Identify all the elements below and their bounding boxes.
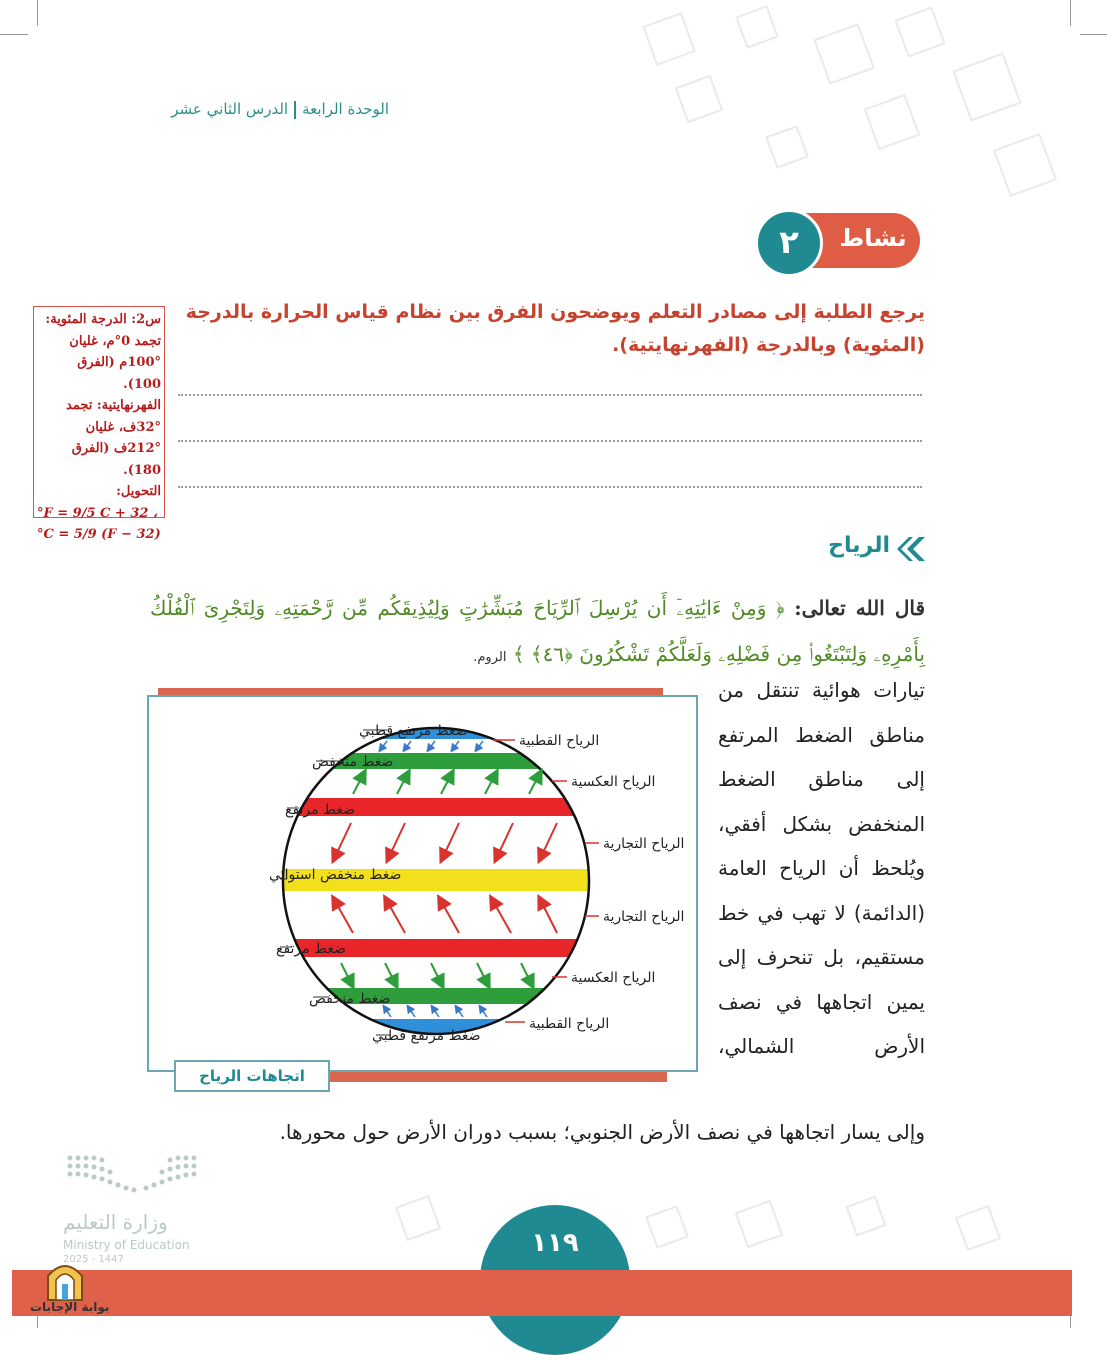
verse-intro: قال الله تعالى: <box>794 596 926 620</box>
decorative-square <box>952 52 1021 121</box>
verse-text: ﴿ وَمِنْ ءَايَٰتِهِۦٓ أَن يُرْسِلَ ٱلرِّيَاحَ مُبَشِّرَٰتٍ وَلِيُذِيقَكُم مِّن رَّحْمَتِهِۦ وَلِتَجْرِىَ ٱلْفُلْكُ بِأَمْرِهِۦ وَلِتَبْتَغُوا۟ مِن فَضْلِهِۦ وَلَعَلَّكُمْ تَشْكُرُونَ ﴿٤٦﴾ ﴾ <box>150 596 925 666</box>
label-polar-winds: الرياح القطبية <box>529 1016 610 1032</box>
portal-label: بوابة الإجابات <box>30 1300 110 1314</box>
verse-reference: الروم. <box>473 650 507 665</box>
section-title: الرياح <box>828 533 890 558</box>
answer-note-line: الفهرنهايتية: تجمد <box>66 398 161 413</box>
activity-label: نشاط <box>839 224 907 252</box>
label-westerlies: الرياح العكسية <box>571 970 656 986</box>
page-header <box>171 100 389 119</box>
label-polar-winds: الرياح القطبية <box>519 733 600 749</box>
answer-note-line: س2: الدرجة المئوية: <box>45 312 161 327</box>
body-paragraph: تيارات هوائية تنتقل من مناطق الضغط المرتفع إلى مناطق الضغط المنخفض بشكل أفقي، ويُلحظ أن الرياح العامة (الدائمة) لا تهب في خط مستقيم، بل تنحرف إلى يمين اتجاهها في نصف الأرض الشمالي، <box>718 678 925 1058</box>
westerly-arrows-south <box>341 963 531 983</box>
decorative-square <box>993 133 1057 197</box>
label-trade-winds: الرياح التجارية <box>603 909 685 925</box>
decorative-square <box>955 1205 1001 1251</box>
decorative-square <box>645 1205 689 1249</box>
wind-diagram <box>149 697 696 1070</box>
label-high: ضغط مرتفع <box>276 941 347 957</box>
decorative-square <box>894 6 945 57</box>
page-number: ١١٩ <box>531 1228 579 1258</box>
double-chevron-icon <box>897 535 925 563</box>
header-separator <box>294 101 296 119</box>
crop-mark <box>37 0 38 26</box>
decorative-square <box>845 1195 886 1236</box>
label-low: ضغط منخفض <box>312 754 394 770</box>
label-trade-winds: الرياح التجارية <box>603 836 685 852</box>
answer-note-line: تجمد 0°م، غليان <box>69 333 161 349</box>
label-westerlies: الرياح العكسية <box>571 774 656 790</box>
activity-number: ٢ <box>755 209 823 277</box>
polar-wind-arrows-south <box>385 1008 487 1017</box>
decorative-square <box>813 23 875 85</box>
trade-arrows-north <box>335 823 557 857</box>
figure-caption: اتجاهات الرياح <box>174 1060 330 1092</box>
label-polar-high: ضغط مرتفع قطبي <box>372 1028 481 1044</box>
footer-band <box>12 1270 1072 1316</box>
ministry-name-en: Ministry of Education <box>63 1238 190 1252</box>
crop-mark <box>1070 0 1071 26</box>
label-polar-high: ضغط مرتفع قطبي <box>359 723 468 739</box>
figure-bottom-bar <box>330 1072 667 1082</box>
ministry-name-ar: وزارة التعليم <box>63 1210 168 1234</box>
crop-mark <box>0 34 28 35</box>
answer-line[interactable] <box>178 486 922 488</box>
trade-arrows-south <box>335 901 557 933</box>
decorative-square <box>864 94 920 150</box>
body-paragraph-end: وإلى يسار اتجاهها في نصف الأرض الجنوبي؛ بسبب دوران الأرض حول محورها. <box>279 1120 925 1144</box>
formula-celsius: °C = 5/9 (F − 32) <box>37 527 161 542</box>
formula-fahrenheit: °F = 9/5 C + 32 ، <box>37 505 158 521</box>
answer-note-line: 212°ف (الفرق 180). <box>71 441 161 478</box>
ministry-logo-icon <box>64 1152 200 1198</box>
figure-top-bar <box>158 688 663 695</box>
answer-note <box>33 306 165 542</box>
decorative-square <box>395 1195 441 1241</box>
answer-note-line: التحويل: <box>116 484 161 499</box>
lesson-label: الدرس الثاني عشر <box>171 100 289 118</box>
decorative-square <box>735 1200 784 1249</box>
portal-logo-icon <box>44 1256 86 1302</box>
label-low: ضغط منخفض <box>309 991 391 1007</box>
decorative-square <box>765 125 809 169</box>
label-high: ضغط مرتفع <box>285 802 356 818</box>
polar-wind-arrows-north <box>381 741 483 749</box>
quran-verse <box>150 585 925 681</box>
unit-label: الوحدة الرابعة <box>302 100 389 118</box>
crop-mark <box>1080 34 1107 35</box>
answer-note-line: 100°م (الفرق 100). <box>77 355 161 392</box>
activity-question: يرجع الطلبة إلى مصادر التعلم ويوضحون الفرق بين نظام قياس الحرارة بالدرجة (المئوية) وبالدرجة (الفهرنهايتية). <box>185 301 925 356</box>
decorative-square <box>642 12 696 66</box>
westerly-arrows-north <box>353 775 539 794</box>
decorative-square <box>735 5 779 49</box>
answer-note-line: 32°ف، غليان <box>85 419 161 435</box>
answer-line[interactable] <box>178 394 922 396</box>
ministry-year: 2025 - 1447 <box>63 1254 124 1265</box>
decorative-square <box>675 75 724 124</box>
answer-line[interactable] <box>178 440 922 442</box>
wind-figure <box>147 695 698 1072</box>
label-equatorial-low: ضغط منخفض استوائي <box>269 867 402 883</box>
